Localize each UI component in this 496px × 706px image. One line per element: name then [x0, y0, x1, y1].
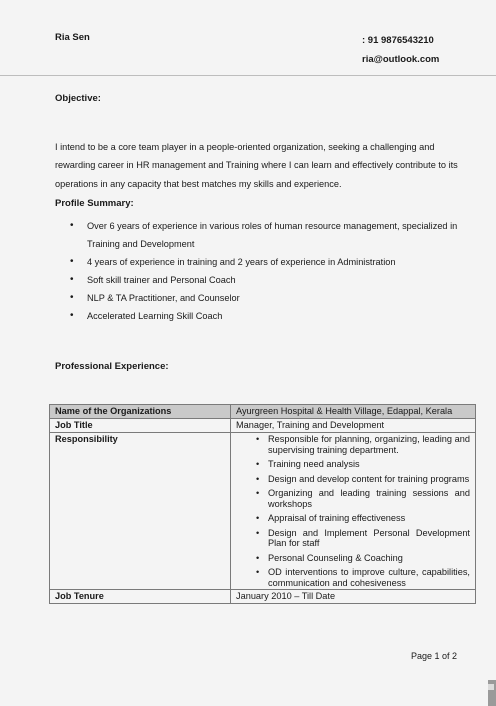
responsibility-item: • Design and Implement Personal Development Plan for staff	[236, 528, 470, 549]
job-tenure-label: Job Tenure	[50, 590, 231, 604]
responsibility-item: • Organizing and leading training sessions and workshops	[236, 488, 470, 509]
contact-block	[362, 31, 439, 69]
responsibility-item: • Responsible for planning, organizing, leading and supervising training department.	[236, 434, 470, 455]
responsibility-item: • Training need analysis	[236, 459, 470, 470]
job-tenure-value: January 2010 – Till Date	[231, 590, 476, 604]
responsibility-cell	[231, 433, 476, 590]
summary-item: • Accelerated Learning Skill Coach	[55, 307, 475, 325]
responsibility-list	[236, 434, 470, 588]
table-row	[50, 433, 476, 590]
header-divider	[0, 75, 496, 76]
table-row	[50, 405, 476, 419]
phone-number: : 91 9876543210	[362, 35, 434, 46]
page-indicator: Page 1 of 2	[411, 651, 458, 661]
summary-item: • 4 years of experience in training and 2 years of experience in Administration	[55, 253, 475, 271]
table-row	[50, 419, 476, 433]
summary-item: • Soft skill trainer and Personal Coach	[55, 271, 475, 289]
table-row	[50, 590, 476, 604]
objective-text: I intend to be a core team player in a people-oriented organization, seeking a challenging and rewarding career in HR management and Training where I can learn and effectively contribute to its operations in any capacity that best matches my skills and experience.	[55, 142, 458, 189]
responsibility-item: • OD interventions to improve culture, capabilities, communication and cohesiveness	[236, 567, 470, 588]
experience-table	[49, 404, 476, 604]
responsibility-item: • Appraisal of training effectiveness	[236, 513, 470, 524]
email-address: ria@outlook.com	[362, 54, 440, 65]
summary-item: • NLP & TA Practitioner, and Counselor	[55, 289, 475, 307]
scrollbar-thumb[interactable]	[488, 684, 494, 690]
objective-heading: Objective:	[55, 93, 101, 104]
responsibility-item: • Design and develop content for training programs	[236, 474, 470, 485]
profile-summary-heading: Profile Summary:	[55, 198, 134, 209]
org-value: Ayurgreen Hospital & Health Village, Edappal, Kerala	[231, 405, 476, 419]
professional-experience-heading: Professional Experience:	[55, 361, 169, 372]
job-title-value: Manager, Training and Development	[231, 419, 476, 433]
responsibility-label: Responsibility	[50, 433, 231, 590]
summary-item: • Over 6 years of experience in various roles of human resource management, specialized in Training and Development	[55, 217, 475, 253]
org-label: Name of the Organizations	[50, 405, 231, 419]
responsibility-item: • Personal Counseling & Coaching	[236, 553, 470, 564]
job-title-label: Job Title	[50, 419, 231, 433]
profile-summary-list	[55, 217, 475, 325]
candidate-name: Ria Sen	[55, 32, 90, 43]
